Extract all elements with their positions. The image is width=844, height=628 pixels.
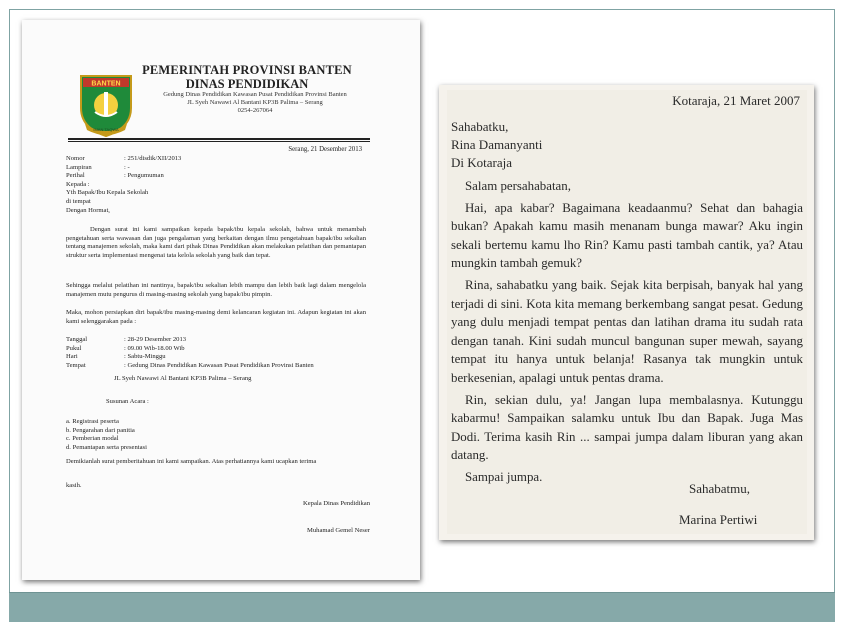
schedule	[66, 336, 376, 370]
schedule-value: : 28-29 Desember 2013	[124, 336, 187, 343]
letterhead-rule	[68, 138, 370, 140]
schedule-row	[66, 336, 376, 345]
meta-value: : -	[124, 163, 130, 171]
letter-date: Serang, 21 Desember 2013	[288, 146, 362, 153]
address-line: Rina Damanyanti	[451, 137, 543, 152]
agenda-item: d. Pemantapan serta presentasi	[66, 443, 147, 451]
greeting: Salam persahabatan,	[465, 179, 571, 193]
body-paragraph: Hai, apa kabar? Bagaimana keadaanmu? Sehat dan bahagia bukan? Apakah kamu masih menanam bunga mawar? Aku ingin sekali bertemu kamu lho Rin? Kamu pasti tambah cantik, ya? Atau mungkin tambah gemuk?	[451, 200, 803, 271]
meta-row	[66, 172, 366, 181]
body-paragraph: Rin, sekian dulu, ya! Jangan lupa membalasnya. Kutunggu kabarmu! Sampaikan salamku untuk Ibu dan Bapak. Juga Mas Dodi. Terima kasih Rin ... sampai jumpa dalam liburan yang akan datang.	[451, 392, 803, 463]
recipient: Yth Bapak/Ibu Kepala Sekolah	[66, 189, 149, 197]
signer-title: Kepala Dinas Pendidikan	[302, 500, 370, 507]
farewell: Sampai jumpa.	[465, 469, 543, 484]
schedule-row	[66, 345, 376, 354]
address-line: Sahabatku,	[451, 119, 509, 134]
letter-meta	[66, 155, 366, 215]
agenda-item: a. Registrasi peserta	[66, 418, 119, 425]
schedule-key: Pukul	[66, 344, 82, 352]
schedule-value: : Gedung Dinas Pendidikan Kawasan Pusat Pendidikan Provinsi Banten	[124, 361, 314, 369]
body-paragraph: Rina, sahabatku yang baik. Sejak kita berpisah, banyak hal yang terjadi di sini. Kota kita memang berkembang sangat pesat. Gedung yang dulu menjadi tempat pentas dan latihan drama itu sudah rata dengan tanah. Kini sudah muncul bangunan super mewah, sayang tempat itu hanya untuk belanja! Rasanya tak mungkin untuk berkesenian, apalagi untuk pentas drama.	[451, 277, 803, 385]
letterhead-rule-thin	[68, 141, 370, 142]
address-line: JL Syeh Nawawi Al Bantani KP3B Palima – Serang	[187, 99, 323, 106]
agenda-title: Susunan Acara :	[106, 398, 149, 405]
place-date: Kotaraja, 21 Maret 2007	[672, 93, 800, 108]
meta-key: Lampiran	[66, 163, 92, 171]
letter-paragraph-2: Sehingga melalui pelatihan ini nantinya, bapak/ibu sekalian lebih mampu dan lebih baik lagi dalam mengelola manajemen mutu pengurus di masing-masing sekolah yang bapak/ibu pimpin.	[66, 282, 366, 298]
signer-name: Muhamad Gemel Neser	[307, 527, 370, 534]
official-letter	[22, 20, 420, 580]
recipient-address	[451, 118, 542, 172]
agenda-item: b. Pengarahan dari panitia	[66, 426, 135, 434]
schedule-key: Hari	[66, 353, 78, 361]
address-line: 0254-267064	[237, 107, 273, 114]
closing: Sahabatmu,	[689, 481, 751, 496]
letter-paragraph-3: Maka, mohon persiapkan diri bapak/ibu masing-masing demi kelancaran kegiatan ini. Adapun kegiatan ini akan kami selenggarakan pada :	[66, 309, 366, 325]
letter-heading-2: DINAS PENDIDIKAN	[185, 77, 309, 91]
personal-letter	[439, 85, 814, 540]
schedule-value: : 09.00 Wib-18.00 Wib	[124, 344, 185, 352]
meta-key: Perihal	[66, 172, 85, 180]
meta-row	[66, 164, 366, 173]
closing-paragraph: Demikianlah surat pemberitahuan ini kami sampaikan. Atas perhatiannya kami ucapkan terima	[66, 458, 317, 465]
schedule-value: : Sabtu-Minggu	[124, 353, 166, 361]
kepada-label: Kepada :	[66, 180, 90, 188]
logo-text-top: BANTEN	[91, 80, 121, 88]
meta-key: Nomor	[66, 155, 85, 162]
meta-row	[66, 155, 366, 164]
address-line: Di Kotaraja	[451, 155, 513, 170]
letter-heading-1: PEMERINTAH PROVINSI BANTEN	[142, 63, 352, 77]
meta-value: : 251/disdik/XII/2013	[124, 155, 182, 162]
closing-word: kasih.	[66, 482, 82, 489]
location-line-2: JL Syeh Nawawi Al Bantani KP3B Palima – Serang	[114, 375, 252, 382]
address-line: Gedung Dinas Pendidikan Kawasan Pusat Pendidikan Provinsi Banten	[163, 91, 347, 98]
logo-text-bottom: IMAN TAQWA	[93, 127, 119, 132]
agenda-item: c. Pemberian modal	[66, 435, 119, 443]
letter-body	[451, 177, 803, 490]
salutation: Dengan Hormat,	[66, 206, 110, 214]
letter-paragraph-1: Dengan surat ini kami sampaikan kepada bapak/ibu kepala sekolah, bahwa untuk menambah pengetahuan serta wawasan dan juga pengalaman yang berkaitan dengan ilmu pengetahuan bapak/ibu sekalian tentang manajemen sekolah, maka kami dari pihak Dinas Pendidikan akan melakukan pelatihan dan pemantapan struktur serta implementasi mengenai tata kelola sekolah yang baik dan tepat.	[66, 226, 366, 259]
letterhead-address	[140, 91, 370, 115]
agenda-list	[66, 418, 147, 452]
signature: Marina Pertiwi	[679, 512, 758, 527]
schedule-row	[66, 362, 376, 371]
recipient-place: di tempat	[66, 197, 91, 205]
schedule-row	[66, 353, 376, 362]
meta-value: : Pengumuman	[124, 172, 164, 180]
footer-band	[9, 592, 835, 622]
schedule-key: Tanggal	[66, 336, 88, 343]
schedule-key: Tempat	[66, 361, 86, 369]
